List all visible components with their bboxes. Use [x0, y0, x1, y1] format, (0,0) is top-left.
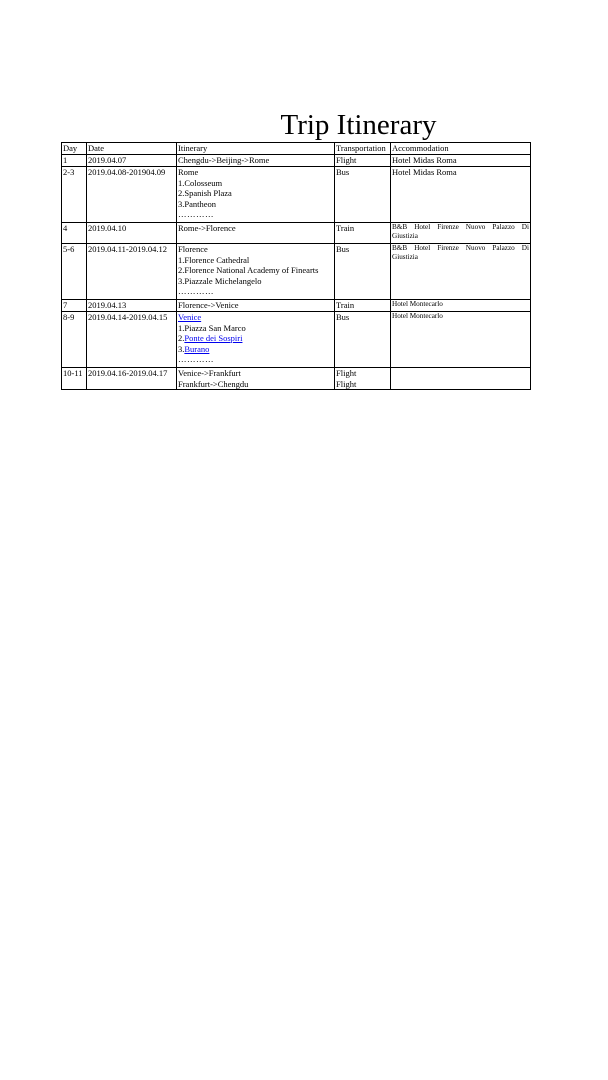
- accommodation-cell: Hotel Montecarlo: [391, 300, 531, 312]
- header-day: Day: [62, 143, 87, 155]
- day-cell: 5-6: [62, 244, 87, 300]
- date-cell: 2019.04.10: [87, 223, 177, 244]
- itinerary-line: Florence: [178, 244, 208, 254]
- day-cell: 4: [62, 223, 87, 244]
- date-cell: 2019.04.11-2019.04.12: [87, 244, 177, 300]
- itinerary-line: [178, 333, 333, 344]
- accommodation-cell: Hotel Montecarlo: [391, 312, 531, 368]
- transportation-cell: [335, 155, 391, 167]
- transportation-line: Bus: [336, 244, 350, 254]
- transportation-cell: [335, 167, 391, 223]
- transportation-line: Flight: [336, 378, 357, 389]
- transportation-cell: [335, 300, 391, 312]
- itinerary-line: 3.Piazzale Michelangelo: [178, 275, 262, 286]
- itinerary-ellipsis: …………: [178, 286, 214, 296]
- itinerary-ellipsis: …………: [178, 354, 214, 364]
- transportation-line: Bus: [336, 312, 350, 322]
- transportation-line: Bus: [336, 167, 350, 177]
- accommodation-cell: [391, 368, 531, 390]
- date-cell: 2019.04.08-201904.09: [87, 167, 177, 223]
- day-cell: 10-11: [62, 368, 87, 390]
- itinerary-cell: [177, 167, 335, 223]
- transportation-line: Train: [336, 300, 355, 310]
- date-cell: 2019.04.14-2019.04.15: [87, 312, 177, 368]
- header-transportation: Transportation: [335, 143, 391, 155]
- itinerary-table: [61, 142, 531, 390]
- date-cell: 2019.04.07: [87, 155, 177, 167]
- day-cell: 2-3: [62, 167, 87, 223]
- table-row: [62, 223, 531, 244]
- list-prefix: 3.: [178, 343, 185, 354]
- ponte-dei-sospiri-link[interactable]: Ponte dei Sospiri: [184, 333, 243, 343]
- itinerary-cell: [177, 368, 335, 390]
- day-cell: 1: [62, 155, 87, 167]
- itinerary-line: Florence->Venice: [178, 300, 239, 310]
- itinerary-line: Chengdu->Beijing->Rome: [178, 155, 270, 165]
- transportation-cell: [335, 223, 391, 244]
- table-row: [62, 368, 531, 390]
- transportation-line: Flight: [336, 155, 357, 165]
- table-row: [62, 155, 531, 167]
- transportation-cell: [335, 312, 391, 368]
- header-itinerary: Itinerary: [177, 143, 335, 155]
- itinerary-cell: [177, 155, 335, 167]
- accommodation-cell: Hotel Midas Roma: [391, 167, 531, 223]
- header-accommodation: Accommodation: [391, 143, 531, 155]
- venice-link[interactable]: Venice: [178, 312, 202, 322]
- itinerary-cell: [177, 223, 335, 244]
- itinerary-line: Rome->Florence: [178, 223, 236, 233]
- itinerary-line: 3.Pantheon: [178, 198, 217, 209]
- transportation-cell: [335, 368, 391, 390]
- transportation-line: Flight: [336, 368, 357, 378]
- page-title: Trip Itinerary: [280, 109, 437, 141]
- date-cell: 2019.04.16-2019.04.17: [87, 368, 177, 390]
- itinerary-ellipsis: …………: [178, 209, 214, 219]
- table-row: [62, 312, 531, 368]
- burano-link[interactable]: Burano: [184, 343, 210, 354]
- table-header-row: [62, 143, 531, 155]
- itinerary-line-venice: [178, 312, 333, 323]
- table-row: [62, 300, 531, 312]
- itinerary-cell: [177, 312, 335, 368]
- accommodation-cell: B&B Hotel Firenze Nuovo Palazzo Di Giustizia: [391, 244, 531, 300]
- itinerary-line: 1.Florence Cathedral: [178, 254, 250, 265]
- itinerary-line: Rome: [178, 167, 199, 177]
- itinerary-line: [178, 344, 333, 355]
- itinerary-line: 2.Florence National Academy of Finearts: [178, 265, 319, 275]
- itinerary-line: 2.Spanish Plaza: [178, 188, 232, 198]
- transportation-line: Train: [336, 223, 355, 233]
- accommodation-cell: Hotel Midas Roma: [391, 155, 531, 167]
- list-prefix: 2.: [178, 333, 185, 343]
- itinerary-line: Venice->Frankfurt: [178, 368, 241, 378]
- accommodation-cell: B&B Hotel Firenze Nuovo Palazzo Di Giustizia: [391, 223, 531, 244]
- itinerary-line: 1.Colosseum: [178, 177, 223, 188]
- itinerary-line: Frankfurt->Chengdu: [178, 378, 249, 389]
- table-row: [62, 244, 531, 300]
- table-row: [62, 167, 531, 223]
- header-date: Date: [87, 143, 177, 155]
- itinerary-cell: [177, 300, 335, 312]
- transportation-cell: [335, 244, 391, 300]
- itinerary-cell: [177, 244, 335, 300]
- itinerary-line: 1.Piazza San Marco: [178, 322, 246, 333]
- day-cell: 7: [62, 300, 87, 312]
- day-cell: 8-9: [62, 312, 87, 368]
- date-cell: 2019.04.13: [87, 300, 177, 312]
